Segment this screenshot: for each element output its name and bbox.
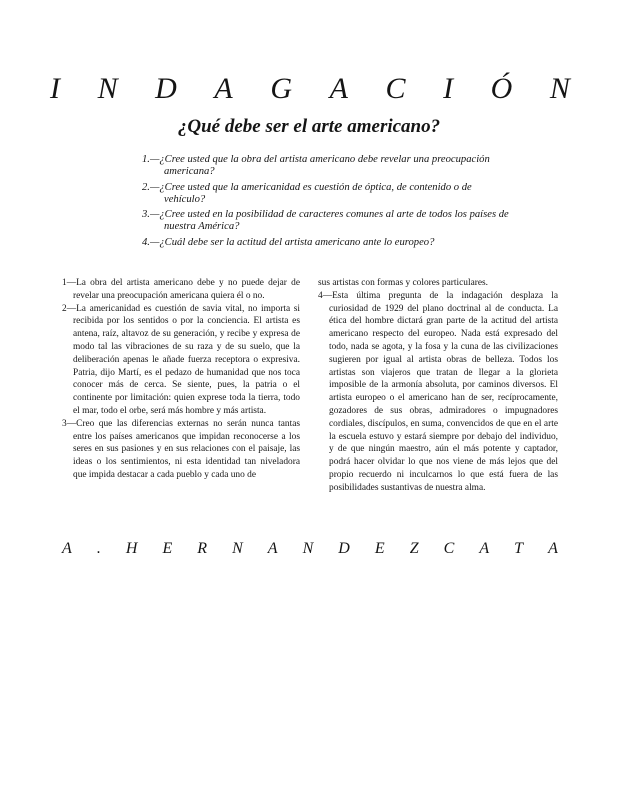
- question-item: 3.—¿Cree usted en la posibilidad de caracteres comunes al arte de todos los países de nuestra América?: [142, 209, 509, 233]
- signature-letter: E: [374, 540, 385, 557]
- signature-letter: A: [479, 540, 490, 557]
- answers-left-column: [62, 277, 300, 482]
- heading-letter: G: [270, 72, 292, 105]
- signature-letter: C: [443, 540, 455, 557]
- question-item: 2.—¿Cree usted que la americanidad es cuestión de óptica, de contenido o de vehículo?: [142, 181, 472, 205]
- signature-letter: A: [267, 540, 278, 557]
- questions-list: [142, 154, 514, 252]
- question-item: 1.—¿Cree usted que la obra del artista americano debe revelar una preocupación americana?: [142, 154, 490, 178]
- author-signature: [62, 540, 558, 558]
- question-item: 4.—¿Cuál debe ser la actitud del artista americano ante lo europeo?: [142, 236, 435, 248]
- answer-paragraph: 2—La americanidad es cuestión de savia vital, no importa si recibida por los sentidos o por la conciencia. El artista es antena, raíz, altavoz de su generación, y recibe y expresa de modo tal las vibraciones de su raza y de su suelo, que la deliberación apenas le añade fuerza receptora o expresiva. Patria, dijo Martí, es el pedazo de humanidad que nos toca conocer más de cerca. Se siente, pues, la patria o el continente por limitación: quien exprese toda la tierra, todo el mar, todo el orbe, será más hombre y más artista.: [62, 303, 300, 416]
- signature-letter: R: [197, 540, 208, 557]
- signature-letter: E: [162, 540, 173, 557]
- heading-letter: I: [443, 72, 454, 105]
- heading-letter: N: [97, 72, 118, 105]
- answers-right-column: [318, 277, 558, 495]
- section-heading: [50, 72, 570, 106]
- heading-letter: C: [385, 72, 406, 105]
- answer-continuation: sus artistas con formas y colores particulares.: [318, 278, 488, 288]
- heading-letter: A: [214, 72, 233, 105]
- heading-letter: N: [549, 72, 570, 105]
- heading-letter: A: [329, 72, 348, 105]
- heading-letter: Ó: [490, 72, 513, 105]
- signature-letter: Z: [409, 540, 419, 557]
- signature-letter: A: [62, 540, 72, 557]
- answer-paragraph: 3—Creo que las diferencias externas no serán nunca tantas entre los países americanos que impidan reconocerse a los seres en sus pasiones y en sus relaciones con el paisaje, las ideas o los sentimientos, ni esta identidad tan niveladora que impida destacar a cada pueblo y cada uno de: [62, 418, 300, 480]
- signature-letter: D: [338, 540, 350, 557]
- signature-letter: N: [302, 540, 314, 557]
- heading-letter: I: [50, 72, 60, 105]
- signature-letter: H: [125, 540, 138, 557]
- article-subtitle: ¿Qué debe ser el arte americano?: [177, 116, 441, 137]
- heading-letter: D: [155, 72, 177, 105]
- answer-paragraph: 4—Esta última pregunta de la indagación desplaza la curiosidad de 1929 del plano doctrinal al de conducta. La ética del hombre dictará gran parte de la actitud del artista americano respecto del europeo. Nada está expresado del todo, nada se agota, y la fosa y la cuna de las civilizaciones sugieren por igual al artista obras de belleza. Todos los artistas son viajeros que tratan de llegar a la glorieta imposible de la armonía absoluta, por caminos diversos. El artista europeo o el americano han de ser, recíprocamente, gozadores de sus obras, admiradores o impugnadores cordiales, discípulos, en suma, convencidos de que en el arte la escuela estuvo y estará siempre por debajo del individuo, y de que ningún maestro, aún el más potente y captador, podrá hacer olvidar lo que nos viene de más lejos que del propio recuerdo ni inculcarnos lo que está fuera de las posibilidades sustantivas de nuestra alma.: [318, 290, 558, 493]
- signature-letter: N: [232, 540, 243, 557]
- answer-paragraph: 1—La obra del artista americano debe y no puede dejar de revelar una preocupación americana quiera él o no.: [62, 278, 300, 301]
- signature-letter: A: [548, 540, 558, 557]
- signature-letter: T: [514, 540, 524, 557]
- signature-letter: .: [96, 540, 101, 557]
